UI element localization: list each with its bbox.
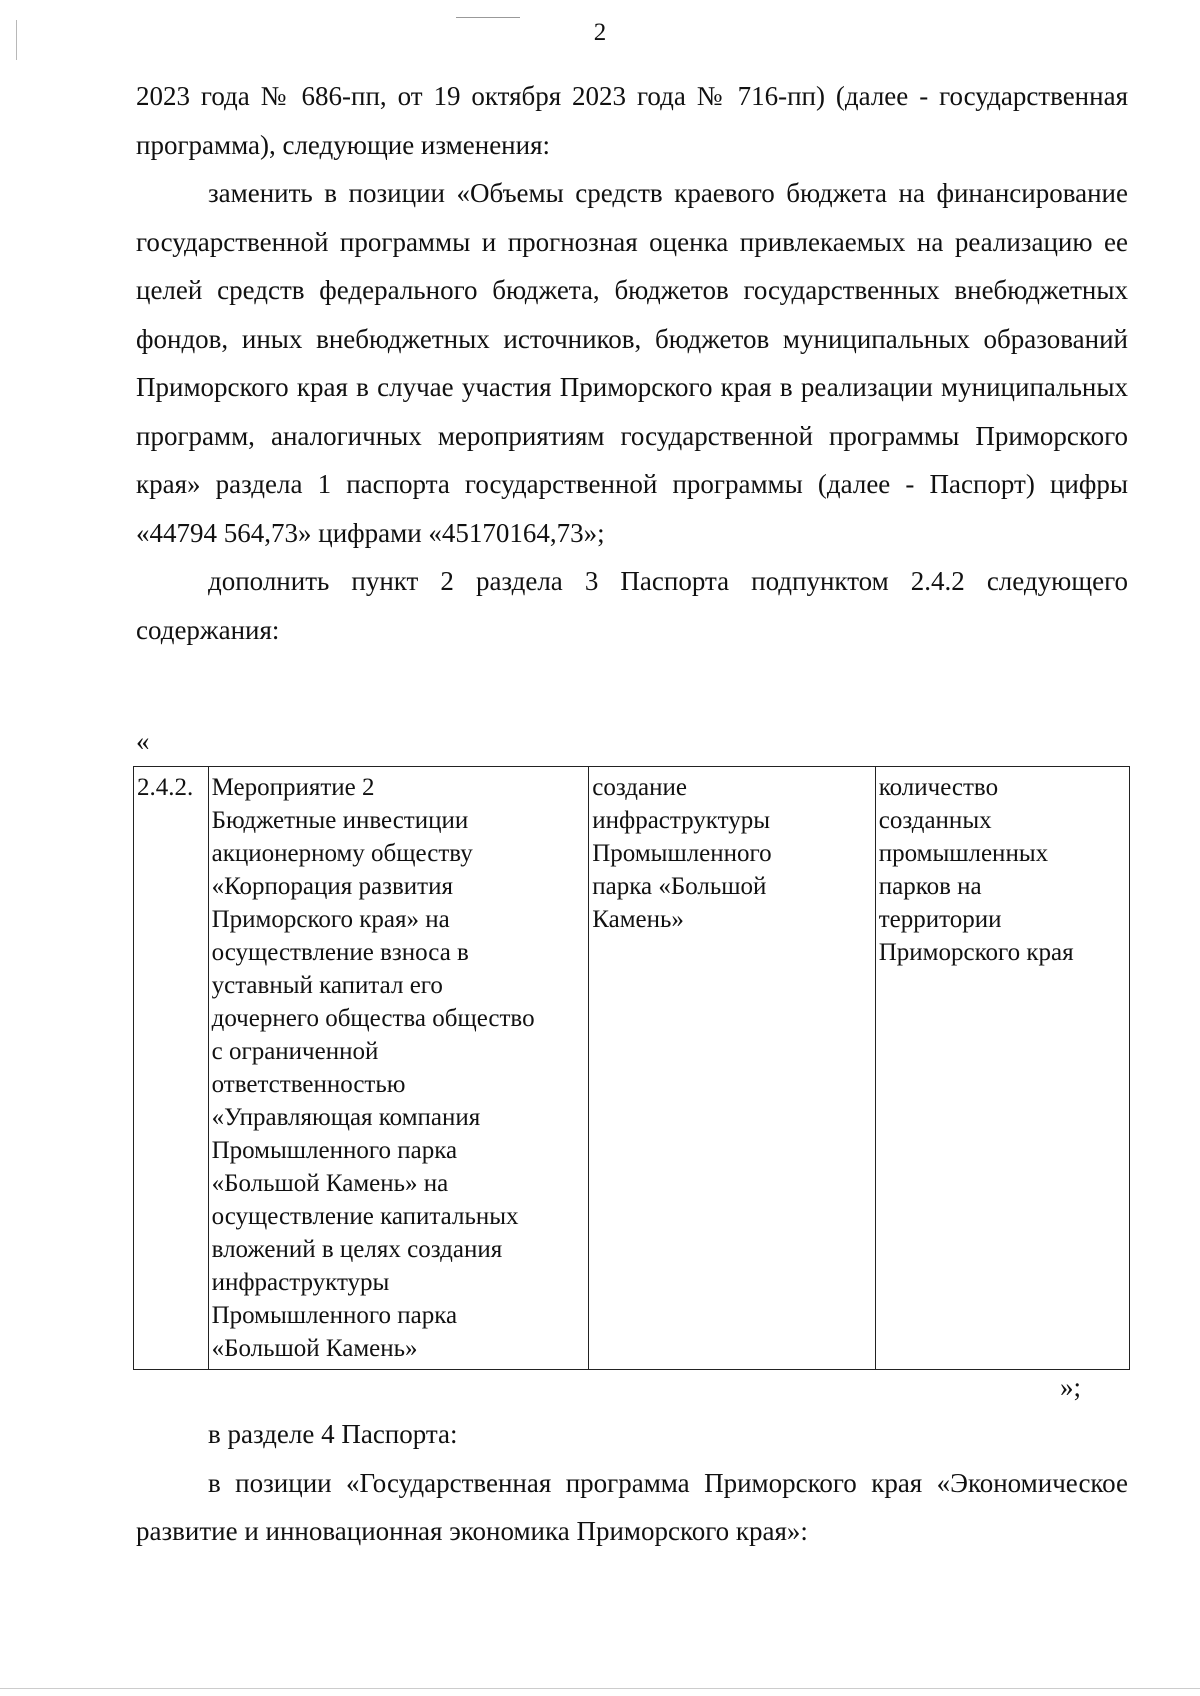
document-body-bottom — [136, 1410, 1128, 1556]
event-goal: создание инфраструктуры Промышленного парка «Большой Камень» — [592, 774, 772, 933]
row-number: 2.4.2. — [137, 774, 194, 801]
event-indicator: количество созданных промышленных парков на территории Приморского края — [878, 774, 1074, 966]
paragraph-replace-figures: заменить в позиции «Объемы средств краевого бюджета на финансирование государственной программы и прогнозная оценка привлекаемых на реализацию ее целей средств федерального бюджета, бюджетов государственных внебюджетных фондов, иных внебюджетных источников, бюджетов муниципальных образований Приморского края в случае участия Приморского края в реализации муниципальных программ, аналогичных мероприятиям государственной программы Приморского края» раздела 1 паспорта государственной программы (далее - Паспорт) цифры «44794 564,73» цифрами «45170164,73»; — [136, 178, 1128, 548]
table-cell-number — [134, 767, 209, 1370]
subitem-table — [133, 766, 1130, 1370]
document-body-top — [136, 72, 1128, 654]
scan-mark-bottom — [0, 1688, 1200, 1689]
table-cell-goal — [589, 767, 875, 1370]
table-cell-indicator — [875, 767, 1129, 1370]
table-open-quote: « — [136, 726, 150, 756]
paragraph-section-4: в разделе 4 Паспорта: — [208, 1419, 458, 1449]
paragraph-add-subitem: дополнить пункт 2 раздела 3 Паспорта подпунктом 2.4.2 следующего содержания: — [136, 566, 1128, 645]
paragraph-program-position: в позиции «Государственная программа Приморского края «Экономическое развитие и инновационная экономика Приморского края»: — [136, 1467, 1128, 1546]
paragraph-intro-continuation: 2023 года № 686-пп, от 19 октября 2023 года № 716-пп) (далее - государственная программа), следующие изменения: — [136, 81, 1128, 160]
page-number: 2 — [593, 19, 607, 46]
table-cell-description — [208, 767, 589, 1370]
event-description: Мероприятие 2 Бюджетные инвестиции акционерному обществу «Корпорация развития Приморского края» на осуществление взноса в уставный капитал его дочернего общества общество с ограниченной ответственностью «Управляющая компания Промышленного парка «Большой Камень» на осуществление капитальных вложений в целях создания инфраструктуры Промышленного парка «Большой Камень» — [211, 774, 535, 1362]
table-row — [134, 767, 1130, 1370]
table-close-quote: »; — [1060, 1372, 1082, 1402]
